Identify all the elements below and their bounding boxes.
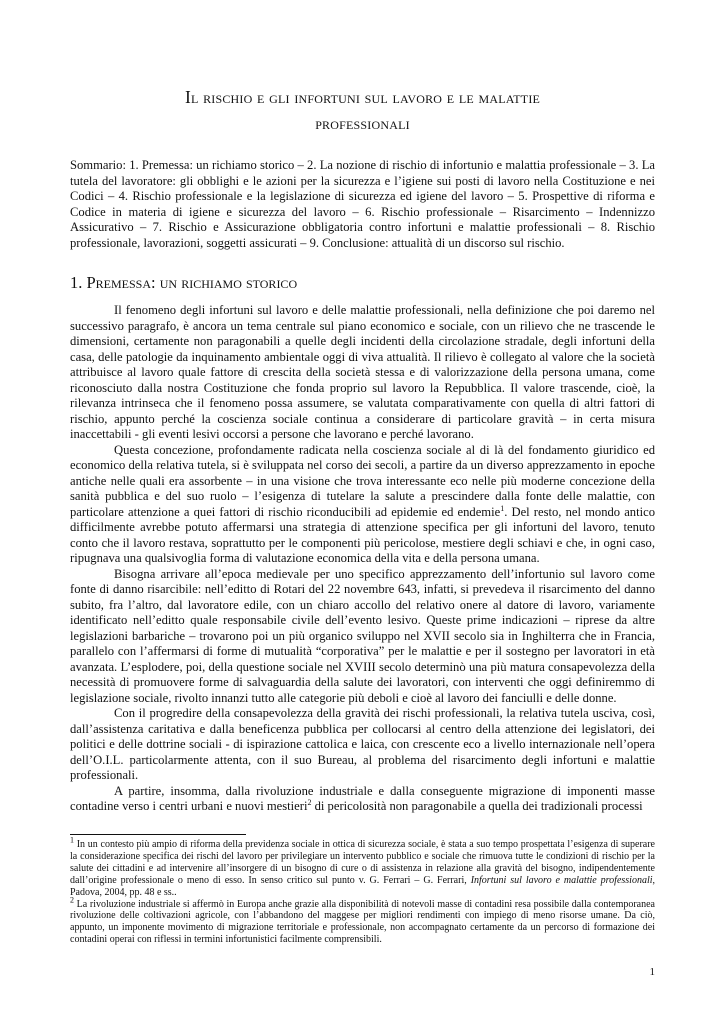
footnote-2 [70, 895, 655, 947]
footnote-1 [70, 835, 655, 899]
section-1-body [70, 303, 655, 815]
paragraph-5-part-b: di pericolosità non paragonabile a quella dei tradizionali processi [311, 799, 643, 813]
footnote-1-text-a: In un contesto più ampio di riforma della previdenza sociale in ottica di sicurezza sociale, è stata a suo tempo prospettata l’esigenza di superare la considerazione specifica dei rischi del lavoro per privilegiare un intervento pubblico e sociale che rimuova tutte le condizioni di rischio per la salute dei cittadini e ad intervenire all’insorgere di un bisogno di cure o di assistenza in relazione alla gravità del bisogno, indipendentemente dall’origine professionale o meno di esso. In senso critico sul punto v. G. Ferrari – G. Ferrari, [70, 839, 655, 886]
footnote-ref-2[interactable]: 2 [307, 797, 312, 807]
section-1-heading: 1. Premessa: un richiamo storico [70, 273, 298, 292]
summary-paragraph: Sommario: 1. Premessa: un richiamo storico – 2. La nozione di rischio di infortunio e malattia professionale – 3. La tutela del lavoratore: gli obblighi e le azioni per la sicurezza e l’igiene sui posti di lavoro nella Costituzione e nei Codici – 4. Rischio professionale e la legislazione di sicurezza ed igiene del lavoro – 5. Prospettive di riforma e Codice in materia di igiene e sicurezza del lavoro – 6. Rischio professionale – Risarcimento – Indennizzo Assicurativo – 7. Rischio e Assicurazione obbligatoria contro infortuni e malattie professionali – 8. Rischio professionale, lavorazioni, soggetti assicurati – 9. Conclusione: attualità di un discorso sul rischio. [70, 158, 655, 250]
paragraph-2 [70, 443, 655, 567]
footnote-separator [70, 834, 246, 835]
title-line-2: professionali [315, 113, 410, 133]
paragraph-2-part-a: Questa concezione, profondamente radicata nella coscienza sociale al di là del fondamento giuridico ed economico della relativa tutela, si è sviluppata nel corso dei secoli, a partire da un diverso apprezzamento in epoche antiche nelle quali era assorbente – in una visione che trova interessante eco nelle più moderne concezione della sanità pubblica e del suo ruolo – l’esigenza di tutelare la salute a prescindere dalla fonte delle malattie, con particolare attenzione a quei fattori di rischio riconducibili ad epidemie ed endemie [70, 442, 655, 519]
footnote-1-book-title: Infortuni sul lavoro e malattie professionali [470, 874, 653, 886]
footnotes [70, 835, 655, 946]
paragraph-5-part-a: A partire, insomma, dalla rivoluzione industriale e dalla conseguente migrazione di imponenti masse contadine verso i centri urbani e nuovi mestieri [70, 783, 655, 813]
paragraph-1: Il fenomeno degli infortuni sul lavoro e delle malattie professionali, nella definizione che poi daremo nel successivo paragrafo, è ancora un tema centrale sul piano economico e sociale, con un rilievo che ne trascende le dimensioni, certamente non paragonabili a quelle degli incidenti della circolazione stradale, degli infortuni della casa, delle patologie da inquinamento ambientale oggi di viva attualità. Il rilievo è collegato al valore che la società attribuisce al lavoro quale fattore di crescita della società stessa e di valorizzazione della persona umana, come riconosciuto dalla nostra Costituzione che fonda proprio sul lavoro la Repubblica. Il valore trascende, cioè, la rilevanza intrinseca che il fenomeno possa assumere, se valutata comparativamente con quella di altri fattori di rischio, appunto perché la coscienza sociale continua a considerare di particolare gravità – in certa misura inaccettabili - gli eventi lesivi occorsi a persone che lavorano e perché lavorano. [70, 303, 655, 441]
paragraph-3: Bisogna arrivare all’epoca medievale per uno specifico apprezzamento dell’infortunio sul lavoro come fonte di danno risarcibile: nell’editto di Rotari del 22 novembre 643, infatti, si prevedeva il risarcimento del danno subito, fra l’altro, dal lavoratore edile, con un chiaro accollo del relativo onere al datore di lavoro, variamente identificato nell’editto quale responsabile civile dell’evento lesivo. Queste prime indicazioni – riprese da altre legislazioni barbariche – trovarono poi un più organico sviluppo nel XVII secolo sia in Inghilterra che in Francia, parallelo con l’affermarsi di forme di mutualità “corporativa” per le malattie e per il sostegno per lavoratori in età avanzata. L’esplodere, poi, della questione sociale nel XVIII secolo determinò una più matura consapevolezza della necessità di promuovere forme di salvaguardia della salute dei lavoratori, con interventi che oggi definiremmo di legislazione sociale, rivolto innanzi tutto alle categorie più deboli e cioè al lavoro dei fanciulli e delle donne. [70, 566, 655, 705]
footnote-1-number: 1 [70, 835, 74, 845]
paragraph-2-part-b: . Del resto, nel mondo antico difficilmente avrebbe potuto affermarsi una strategia di attenzione specifica per gli infortuni del lavoro, tenuto conto che il lavoro restava, soprattutto per le componenti più pericolose, mestiere degli schiavi e che, in ogni caso, ripugnava una qualsivoglia forma di valutazione economica della vita e della persona umana. [70, 504, 655, 565]
footnote-2-number: 2 [70, 895, 74, 905]
page-number: 1 [649, 966, 655, 978]
title-line-1: Il rischio e gli infortuni sul lavoro e le malattie [184, 87, 541, 107]
footnote-2-text: La rivoluzione industriale si affermò in Europa anche grazie alla disponibilità di notevoli masse di contadini resa possibile dalla contemporanea rivoluzione delle coltivazioni agricole, con l’abbandono del maggese per migliori rendimenti con impiego di meno risorse umane. Da ciò, appunto, un imponente movimento di migrazione territoriale e professionale, non accompagnato certamente da un percorso di formazione dei contadini operai con riflessi in termini infortunistici facilmente comprensibili. [70, 898, 655, 946]
paragraph-5 [70, 784, 655, 815]
paragraph-4: Con il progredire della consapevolezza della gravità dei rischi professionali, la relativa tutela usciva, così, dall’assistenza caritativa e dalla beneficenza pubblica per collocarsi al centro della attenzione dei legislatori, dei politici e delle dottrine sociali - di ispirazione cattolica e laica, con crescente eco a livello internazionale nell’opera dell’O.I.L. particolarmente attenta, con il suo Bureau, al problema del risarcimento degli infortuni e malattie professionali. [70, 706, 655, 782]
footnote-1-text-b: , Padova, 2004, pp. 48 e ss.. [70, 874, 655, 898]
footnote-ref-1[interactable]: 1 [500, 503, 505, 513]
document-title [70, 84, 655, 136]
